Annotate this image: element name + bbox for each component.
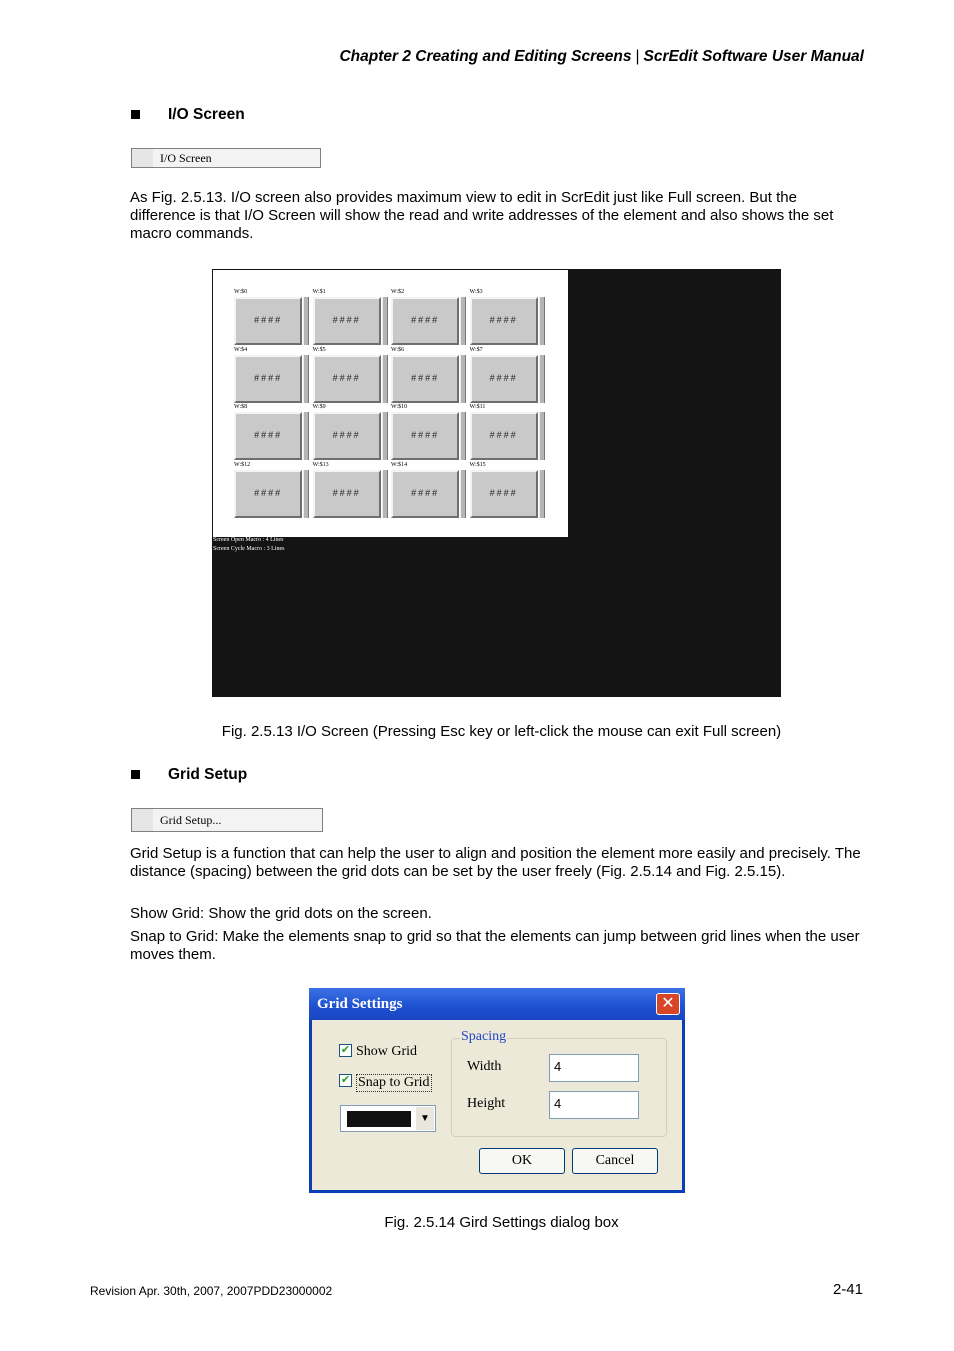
io-numeric-display[interactable] <box>234 355 302 403</box>
io-numeric-display[interactable] <box>234 412 302 460</box>
io-address-label: W:$6 <box>391 346 405 353</box>
width-input[interactable]: 4 <box>549 1054 639 1082</box>
io-address-label: W:$7 <box>469 346 483 353</box>
macro-open-text: Screen Open Macro : 4 Lines <box>213 537 284 543</box>
io-element-cell[interactable] <box>470 404 544 459</box>
io-value-text: #### <box>332 487 361 498</box>
height-input[interactable]: 4 <box>549 1091 639 1119</box>
io-address-label: W:$14 <box>391 461 408 468</box>
io-address-label: W:$2 <box>391 289 405 295</box>
grid-settings-dialog <box>309 988 685 1193</box>
width-label: Width <box>467 1059 502 1074</box>
io-value-text: #### <box>332 372 361 383</box>
io-element-edge <box>460 297 466 345</box>
io-numeric-display[interactable] <box>391 412 459 460</box>
bullet-square <box>131 110 140 119</box>
cancel-button[interactable]: Cancel <box>572 1148 658 1174</box>
show-grid-label[interactable]: Show Grid <box>356 1044 418 1059</box>
io-value-text: #### <box>253 487 283 498</box>
macro-cycle-text: Screen Cycle Macro : 3 Lines <box>213 546 285 552</box>
running-header <box>0 48 864 66</box>
grid-color-dropdown[interactable] <box>340 1105 436 1132</box>
io-numeric-display[interactable] <box>470 412 538 460</box>
io-address-label: W:$11 <box>469 404 486 410</box>
io-element-edge <box>303 355 309 403</box>
io-value-text: #### <box>410 372 440 383</box>
io-element-edge <box>460 470 466 518</box>
io-element-cell[interactable] <box>391 404 465 459</box>
io-element-edge <box>382 355 388 403</box>
checkmark-icon: ✔ <box>340 1044 351 1056</box>
dialog-title-bar[interactable] <box>309 988 685 1020</box>
menu-item-label: I/O Screen <box>160 151 212 165</box>
io-numeric-display[interactable] <box>313 470 381 518</box>
io-numeric-display[interactable] <box>470 355 538 403</box>
io-numeric-display[interactable] <box>313 412 381 460</box>
io-screen-canvas <box>213 270 568 537</box>
io-address-label: W:$3 <box>469 289 483 295</box>
menu-item-io-screen[interactable] <box>131 148 321 168</box>
figure-caption-grid: Fig. 2.5.14 Gird Settings dialog box <box>384 1214 619 1231</box>
snap-to-grid-checkbox[interactable] <box>339 1074 352 1087</box>
io-element-cell[interactable] <box>234 289 308 344</box>
io-element-cell[interactable] <box>470 462 544 517</box>
header-manual: ScrEdit Software User Manual <box>643 48 864 65</box>
page-number: 2-41 <box>832 1281 863 1298</box>
section-heading-grid: Grid Setup <box>168 766 248 783</box>
paragraph-grid-3: Snap to Grid: Make the elements snap to grid so that the elements can jump between grid lines when the user moves them. <box>130 928 860 963</box>
menu-item-gutter <box>132 149 153 167</box>
io-element-cell[interactable] <box>313 347 387 402</box>
io-value-text: #### <box>253 372 283 383</box>
io-numeric-display[interactable] <box>391 470 459 518</box>
menu-item-grid-setup[interactable] <box>131 808 323 832</box>
io-value-text: #### <box>489 430 518 440</box>
io-numeric-display[interactable] <box>391 297 459 345</box>
io-address-label: W:$13 <box>312 461 329 468</box>
io-element-cell[interactable] <box>391 289 465 344</box>
io-element-edge <box>303 412 309 460</box>
paragraph-grid-2: Show Grid: Show the grid dots on the screen. <box>130 905 432 922</box>
io-value-text: #### <box>489 487 518 498</box>
paragraph-io: As Fig. 2.5.13. I/O screen also provides maximum view to edit in ScrEdit just like Full screen. But the difference is that I/O Screen will show the read and write addresses of the element and also shows the set macro commands. <box>130 189 834 242</box>
checkmark-icon: ✔ <box>340 1074 351 1086</box>
io-element-cell[interactable] <box>391 462 465 517</box>
spacing-legend: Spacing <box>461 1029 507 1044</box>
section-heading-io: I/O Screen <box>168 106 245 123</box>
io-element-cell[interactable] <box>391 347 465 402</box>
io-element-cell[interactable] <box>470 347 544 402</box>
io-numeric-display[interactable] <box>234 470 302 518</box>
io-element-edge <box>382 412 388 460</box>
io-address-label: W:$9 <box>312 404 326 410</box>
bullet-square <box>131 770 140 779</box>
io-element-edge <box>382 470 388 518</box>
io-element-cell[interactable] <box>234 462 308 517</box>
io-value-text: #### <box>332 315 361 325</box>
io-address-label: W:$0 <box>234 289 248 295</box>
io-element-cell[interactable] <box>313 404 387 459</box>
snap-to-grid-label[interactable]: Snap to Grid <box>358 1075 430 1090</box>
dialog-body <box>312 1020 682 1190</box>
io-address-label: W:$4 <box>234 346 248 353</box>
io-numeric-display[interactable] <box>391 355 459 403</box>
io-element-cell[interactable] <box>313 462 387 517</box>
io-value-text: #### <box>410 430 440 440</box>
io-value-text: #### <box>253 315 283 325</box>
io-screen-figure <box>212 269 781 697</box>
dialog-title: Grid Settings <box>317 996 403 1012</box>
paragraph-grid-1: Grid Setup is a function that can help the user to align and position the element more easily and precisely. The distance (spacing) between the grid dots can be set by the user freely (Fig. 2.5.14 and Fig. 2.5.15). <box>130 845 861 880</box>
io-element-cell[interactable] <box>234 404 308 459</box>
io-value-text: #### <box>332 430 361 440</box>
io-element-edge <box>460 355 466 403</box>
io-numeric-display[interactable] <box>470 470 538 518</box>
io-value-text: #### <box>489 315 518 325</box>
io-numeric-display[interactable] <box>313 355 381 403</box>
color-swatch <box>347 1111 411 1127</box>
io-element-edge <box>460 412 466 460</box>
io-numeric-display[interactable] <box>470 297 538 345</box>
io-element-edge <box>382 297 388 345</box>
footer-revision: Revision Apr. 30th, 2007, 2007PDD23000002 <box>90 1284 333 1298</box>
header-separator: | <box>635 48 640 65</box>
io-element-edge <box>303 470 309 518</box>
io-address-label: W:$5 <box>312 346 326 353</box>
io-element-cell[interactable] <box>234 347 308 402</box>
io-element-cell[interactable] <box>470 289 544 344</box>
io-numeric-display[interactable] <box>313 297 381 345</box>
io-address-label: W:$12 <box>234 461 251 468</box>
spacing-group <box>451 1029 667 1137</box>
io-element-cell[interactable] <box>313 289 387 344</box>
figure-caption-io: Fig. 2.5.13 I/O Screen (Pressing Esc key or left-click the mouse can exit Full screen) <box>221 723 782 740</box>
menu-item-label: Grid Setup... <box>160 813 222 827</box>
io-element-edge <box>303 297 309 345</box>
close-icon[interactable]: ✕ <box>656 993 680 1015</box>
menu-item-gutter <box>132 809 153 831</box>
io-value-text: #### <box>410 487 440 498</box>
io-address-label: W:$8 <box>234 404 248 410</box>
io-element-edge <box>539 412 545 460</box>
io-address-label: W:$10 <box>391 404 408 410</box>
height-label: Height <box>467 1096 506 1111</box>
chevron-down-icon[interactable]: ▼ <box>416 1107 434 1130</box>
io-element-edge <box>539 297 545 345</box>
io-element-edge <box>539 470 545 518</box>
io-value-text: #### <box>253 430 283 440</box>
io-value-text: #### <box>410 315 440 325</box>
ok-button[interactable]: OK <box>479 1148 565 1174</box>
header-chapter: Chapter 2 Creating and Editing Screens <box>339 48 632 65</box>
io-element-edge <box>539 355 545 403</box>
io-numeric-display[interactable] <box>234 297 302 345</box>
show-grid-checkbox[interactable] <box>339 1044 352 1057</box>
io-value-text: #### <box>489 372 518 383</box>
io-address-label: W:$1 <box>312 289 326 295</box>
io-address-label: W:$15 <box>469 461 486 468</box>
